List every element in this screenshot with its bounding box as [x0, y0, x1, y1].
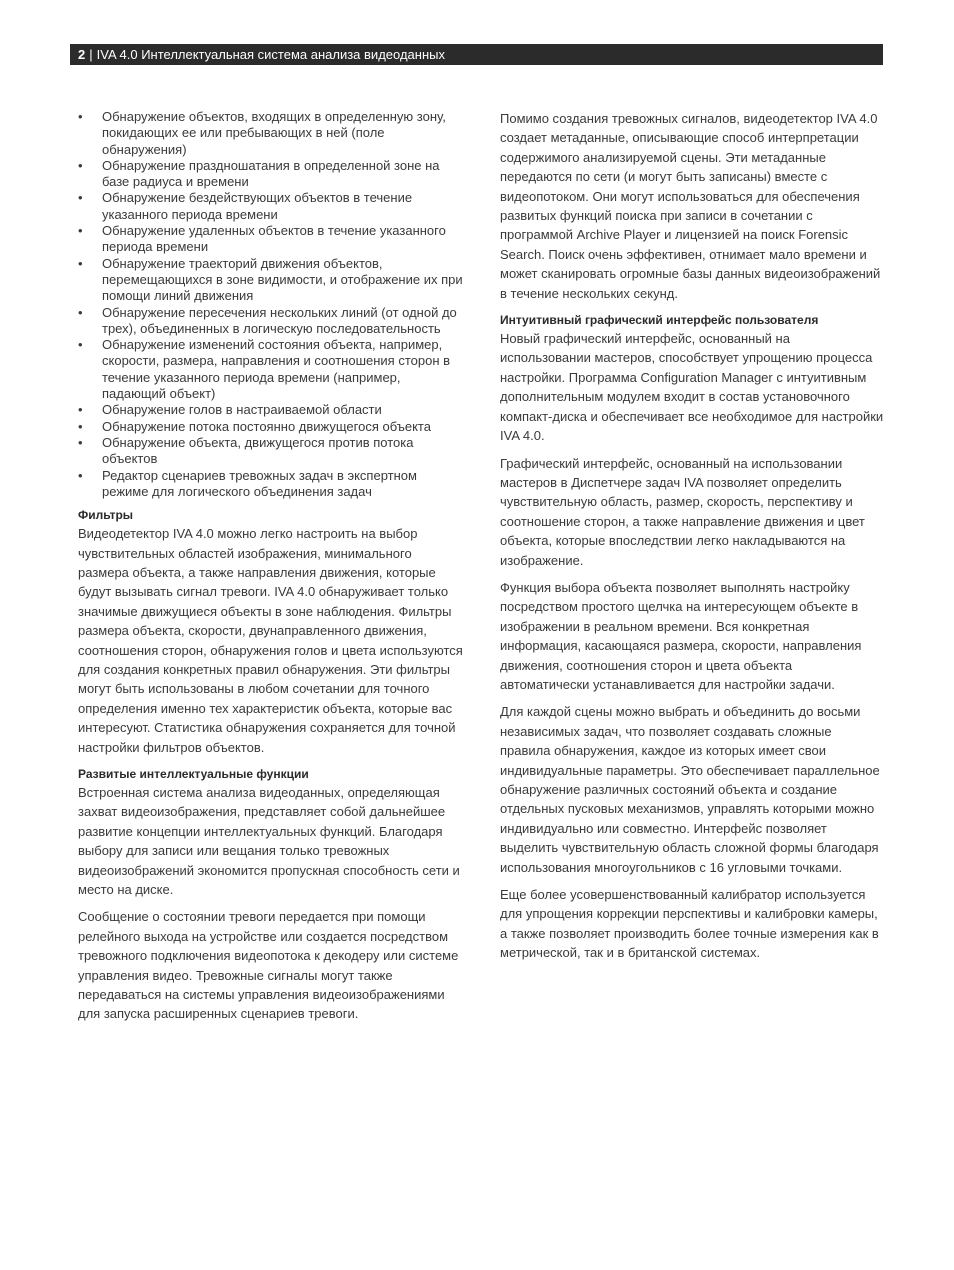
section-heading-advanced: Развитые интеллектуальные функции	[78, 767, 309, 781]
list-item	[78, 158, 463, 191]
bullet-icon: •	[78, 190, 83, 206]
list-item-text: Обнаружение объекта, движущегося против потока объектов	[102, 434, 414, 467]
gui-paragraph-2: Графический интерфейс, основанный на использовании мастеров в Диспетчере задач IVA позволяет определить чувствительную область, размер, скорость, перспективу и соотношение сторон, а также направление движения и цвет объекта, которые впоследствии легко накладываются на изображение.	[500, 455, 865, 568]
list-item	[78, 256, 463, 305]
feature-list	[78, 109, 463, 500]
list-item	[78, 305, 463, 338]
list-item-text: Обнаружение траекторий движения объектов, перемещающихся в зоне видимости, и отображение их при помощи линий движения	[102, 255, 463, 304]
list-item	[78, 468, 463, 501]
bullet-icon: •	[78, 223, 83, 239]
advanced-paragraph-2: Сообщение о состоянии тревоги передается при помощи релейного выхода на устройстве или создается посредством тревожного подключения видеопотока к декодеру или системе управления видео. Тревожные сигналы могут также передаваться на системы управления видеоизображениями для запуска расширенных сценариев тревоги.	[78, 909, 459, 1022]
list-item	[78, 109, 463, 158]
bullet-icon: •	[78, 337, 83, 353]
intro-paragraph: Помимо создания тревожных сигналов, видеодетектор IVA 4.0 создает метаданные, описывающие способ интерпретации содержимого анализируемой сцены. Эти метаданные передаются по сети (и могут быть записаны) вместе с видеопотоком. Они могут использоваться для обеспечения развитых функций поиска при записи в сочетании с программой Archive Player и лицензией на поиск Forensic Search. Поиск очень эффективен, отнимает мало времени и может сканировать огромные базы данных видеоизображений в течение нескольких секунд.	[500, 111, 881, 301]
header-separator: |	[89, 47, 93, 62]
bullet-icon: •	[78, 418, 83, 434]
list-item-text: Обнаружение потока постоянно движущегося объекта	[102, 418, 431, 434]
filters-paragraph: Видеодетектор IVA 4.0 можно легко настроить на выбор чувствительных областей изображения, минимального размера объекта, а также направления движения, которые будут вызывать сигнал тревоги. IVA 4.0 обнаруживает только значимые движущиеся объекты в зоне наблюдения. Фильтры размера объекта, скорости, двунаправленного движения, соотношения сторон, обнаружения голов и цвета используются для создания конкретных правил обнаружения. Эти фильтры могут быть использованы в любом сочетании для точного определения именно тех характеристик объекта, которые вас интересуют. Статистика обнаружения сохраняется для точной настройки фильтров объектов.	[78, 526, 463, 755]
bullet-icon: •	[78, 402, 83, 418]
bullet-icon: •	[78, 157, 83, 173]
gui-paragraph-4: Для каждой сцены можно выбрать и объединить до восьми независимых задач, что позволяет создавать сложные правила обнаружения, каждое из которых имеет свои индивидуальные параметры. Это обеспечивает параллельное обнаружение различных состояний объекта и создание отдельных пусковых механизмов, управлять которыми можно индивидуально или совместно. Интерфейс позволяет выделить чувствительную область сложной формы благодаря использования многоугольников с 16 угловыми точками.	[500, 704, 880, 875]
list-item-text: Обнаружение изменений состояния объекта, например, скорости, размера, направления и соотношения сторон в течение указанного периода времени (например, падающий объект)	[102, 337, 451, 402]
advanced-paragraph-1: Встроенная система анализа видеоданных, определяющая захват видеоизображения, представляет собой дальнейшее развитие концепции интеллектуальных функций. Благодаря выбору для записи или вещания только тревожных видеоизображений экономится пропускная способность сети и место на диске.	[78, 785, 460, 898]
list-item-text: Обнаружение объектов, входящих в определенную зону, покидающих ее или пребывающих в ней (поле обнаружения)	[102, 109, 446, 157]
bullet-icon: •	[78, 467, 83, 483]
gui-paragraph-3: Функция выбора объекта позволяет выполнять настройку посредством простого щелчка на интересующем объекте в изображении в реальном времени. Вся конкретная информация, касающаяся размера, скорости, направления движения, соотношения сторон и цвета объекта автоматически устанавливается для настройки задачи.	[500, 579, 862, 692]
bullet-icon: •	[78, 109, 83, 124]
list-item	[78, 337, 463, 402]
gui-paragraph-1: Новый графический интерфейс, основанный на использовании мастеров, способствует упрощению процесса настройки. Программа Configuration Manager с интуитивным дополнительным модулем входит в состав установочного компакт-диска и обеспечивает все необходимое для настройки IVA 4.0.	[500, 331, 884, 444]
bullet-icon: •	[78, 255, 83, 271]
list-item	[78, 435, 463, 468]
right-column	[500, 109, 884, 971]
bullet-icon: •	[78, 304, 83, 320]
list-item-text: Обнаружение праздношатания в определенной зоне на базе радиуса и времени	[102, 157, 440, 190]
page-number: 2	[78, 47, 86, 62]
list-item	[78, 419, 463, 435]
left-column	[78, 109, 463, 1032]
page-header	[70, 44, 883, 65]
gui-paragraph-5: Еще более усовершенствованный калибратор используется для упрощения коррекции перспективы и калибровки камеры, а также позволяет производить более точные измерения как в метрической, так и в британской системах.	[500, 887, 879, 961]
list-item	[78, 223, 463, 256]
list-item-text: Обнаружение пересечения нескольких линий (от одной до трех), объединенных в логическую последовательность	[102, 304, 457, 336]
section-heading-gui: Интуитивный графический интерфейс пользователя	[500, 313, 819, 328]
list-item-text: Обнаружение удаленных объектов в течение указанного периода времени	[102, 223, 446, 255]
section-heading-filters: Фильтры	[78, 508, 134, 523]
bullet-icon: •	[78, 434, 83, 450]
list-item-text: Редактор сценариев тревожных задач в экспертном режиме для логического объединения задач	[102, 467, 417, 499]
list-item	[78, 402, 463, 418]
list-item-text: Обнаружение голов в настраиваемой области	[102, 402, 382, 418]
list-item-text: Обнаружение бездействующих объектов в течение указанного периода времени	[102, 190, 413, 222]
list-item	[78, 190, 463, 223]
document-title: IVA 4.0 Интеллектуальная система анализа видеоданных	[96, 47, 445, 62]
